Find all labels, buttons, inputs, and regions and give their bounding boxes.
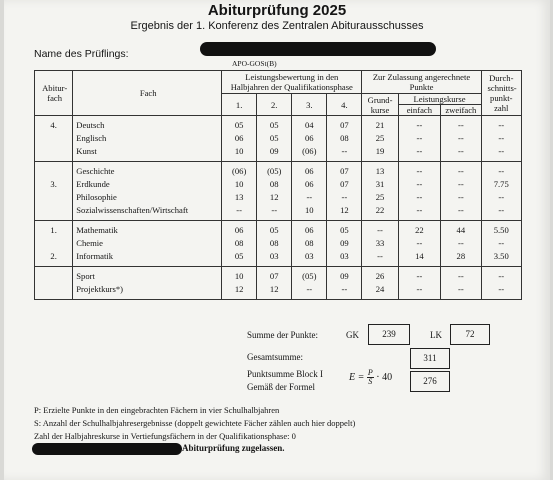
cell-grundkurs-text: 22 [375,205,385,215]
cell-halbjahr-4 [327,237,362,250]
cell-halbjahr-4-text: 07 [340,179,349,189]
cell-halbjahr-1 [222,178,257,191]
cell-halbjahr-3-text: 06 [305,225,314,235]
cell-lk-zweifach-text: -- [457,166,464,176]
cell-halbjahr-2 [257,221,292,238]
cell-halbjahr-4-text: 05 [340,225,349,235]
formula-numerator: P [367,368,373,377]
header-abiturfach: Abitur-fach [35,71,73,116]
cell-durchschnitt [481,191,521,204]
cell-lk-einfach [398,116,441,133]
cell-fach [73,204,222,221]
cell-fach-text: Informatik [76,251,114,261]
cell-fach [73,132,222,145]
block-label-2: Gemäß der Formel [247,382,315,392]
cell-lk-einfach-text: -- [416,120,423,130]
cell-fach [73,178,222,191]
cell-lk-einfach-text: -- [416,284,423,294]
cell-abiturfach [35,237,73,250]
block-label-1: Punktsumme Block I [247,369,323,379]
cell-abiturfach [35,191,73,204]
block-formula [349,369,392,386]
cell-fach-text: Erdkunde [76,179,110,189]
legend-p: P: Erzielte Punkte in den eingebrachten Fächern in vier Schulhalbjahren [34,405,280,415]
cell-durchschnitt [481,267,521,284]
cell-fach-text: Englisch [76,133,107,143]
cell-grundkurs [362,162,398,179]
header-zulassung: Zur Zulassung angerechnete Punkte [362,71,481,94]
cell-halbjahr-3 [292,221,327,238]
cell-halbjahr-3-text: (05) [302,271,317,281]
cell-abiturfach-text: 4. [50,120,57,130]
header-fach: Fach [73,71,222,116]
cell-halbjahr-4 [327,221,362,238]
gk-label: GK [346,330,359,340]
table-row [35,221,522,238]
cell-halbjahr-3-text: 06 [305,179,314,189]
cell-halbjahr-1 [222,237,257,250]
cell-lk-einfach-text: -- [416,166,423,176]
cell-halbjahr-3 [292,116,327,133]
cell-halbjahr-1 [222,132,257,145]
cell-abiturfach-text: 2. [50,251,57,261]
cell-lk-zweifach [441,178,481,191]
cell-grundkurs [362,204,398,221]
cell-lk-einfach [398,145,441,162]
cell-grundkurs-text: 25 [375,133,385,143]
cell-lk-einfach-text: 22 [415,225,424,235]
cell-lk-zweifach [441,204,481,221]
cell-halbjahr-2 [257,162,292,179]
cell-halbjahr-1-text: 06 [234,225,244,235]
cell-lk-zweifach-text: -- [457,120,464,130]
cell-halbjahr-2 [257,191,292,204]
table-row [35,132,522,145]
cell-grundkurs-text: 24 [375,284,385,294]
cell-durchschnitt-text: 3.50 [493,251,509,261]
cell-halbjahr-1-text: (06) [231,166,247,176]
lk-sum-value: 72 [450,324,490,345]
cell-lk-einfach [398,132,441,145]
cell-halbjahr-1-text: 12 [234,284,244,294]
cell-halbjahr-2-text: 12 [269,192,279,202]
cell-lk-einfach-text: -- [416,179,423,189]
cell-halbjahr-2 [257,237,292,250]
cell-halbjahr-4-text: 12 [340,205,349,215]
cell-lk-einfach [398,204,441,221]
cell-halbjahr-1-text: 05 [234,120,244,130]
cell-halbjahr-3-text: -- [306,284,313,294]
cell-halbjahr-1 [222,191,257,204]
cell-durchschnitt [481,221,521,238]
cell-lk-einfach [398,191,441,204]
cell-halbjahr-1 [222,221,257,238]
cell-halbjahr-4 [327,116,362,133]
cell-abiturfach [35,178,73,191]
summe-label: Summe der Punkte: [247,330,318,340]
cell-lk-zweifach-text: -- [457,179,464,189]
cell-halbjahr-2-text: -- [271,205,278,215]
cell-durchschnitt-text: -- [498,238,505,248]
cell-halbjahr-4-text: 03 [340,251,349,261]
cell-halbjahr-1-text: 05 [234,251,244,261]
cell-halbjahr-3 [292,162,327,179]
legend-z: Zahl der Halbjahreskurse in Vertiefungsfächern in der Qualifikationsphase: 0 [34,431,296,441]
cell-grundkurs [362,283,398,300]
cell-lk-zweifach-text: -- [457,133,464,143]
cell-fach [73,145,222,162]
table-row [35,204,522,221]
cell-fach [73,116,222,133]
table-row [35,145,522,162]
cell-durchschnitt-text: -- [498,120,505,130]
cell-halbjahr-3 [292,145,327,162]
cell-halbjahr-2-text: (05) [267,166,282,176]
cell-halbjahr-4-text: -- [341,192,348,202]
cell-halbjahr-4-text: -- [341,146,348,156]
cell-halbjahr-3 [292,267,327,284]
cell-fach-text: Sozialwissenschaften/Wirtschaft [76,205,189,215]
table-row [35,178,522,191]
cell-halbjahr-3 [292,237,327,250]
cell-lk-einfach [398,283,441,300]
cell-halbjahr-4-text: 07 [340,120,349,130]
cell-abiturfach [35,162,73,179]
cell-halbjahr-1 [222,204,257,221]
cell-fach [73,191,222,204]
cell-lk-einfach [398,221,441,238]
cell-grundkurs [362,132,398,145]
header-halbjahr-3: 3. [292,94,327,116]
cell-lk-zweifach-text: -- [457,238,464,248]
cell-halbjahr-2 [257,132,292,145]
cell-halbjahr-2-text: 09 [269,146,279,156]
cell-durchschnitt [481,145,521,162]
cell-lk-zweifach [441,267,481,284]
cell-halbjahr-4-text: 09 [340,271,349,281]
cell-fach-text: Deutsch [76,120,105,130]
cell-halbjahr-4 [327,283,362,300]
cell-abiturfach-text: 3. [50,179,57,189]
cell-halbjahr-1-text: -- [236,205,243,215]
cell-halbjahr-3-text: 06 [305,166,314,176]
cell-abiturfach [35,204,73,221]
cell-abiturfach-text: 1. [50,225,57,235]
cell-halbjahr-3-text: (06) [302,146,317,156]
table-row [35,283,522,300]
cell-halbjahr-4 [327,204,362,221]
gesamtsumme-label: Gesamtsumme: [247,352,303,362]
cell-durchschnitt [481,116,521,133]
cell-halbjahr-3-text: 04 [305,120,314,130]
cell-halbjahr-3 [292,132,327,145]
cell-halbjahr-1 [222,250,257,267]
cell-lk-einfach-text: -- [416,146,423,156]
cell-grundkurs-text: 25 [375,192,385,202]
cell-grundkurs [362,221,398,238]
cell-abiturfach [35,221,73,238]
cell-halbjahr-2 [257,178,292,191]
final-statement: Abiturprüfung zugelassen. [182,443,285,453]
cell-durchschnitt [481,283,521,300]
cell-fach-text: Kunst [76,146,97,156]
table-row [35,250,522,267]
cell-durchschnitt [481,162,521,179]
cell-halbjahr-2 [257,116,292,133]
cell-lk-einfach-text: -- [416,133,423,143]
cell-halbjahr-4-text: 08 [340,133,349,143]
cell-halbjahr-1 [222,283,257,300]
document-page [4,0,550,480]
cell-grundkurs [362,145,398,162]
cell-lk-einfach-text: -- [416,205,423,215]
cell-lk-einfach [398,162,441,179]
cell-halbjahr-1-text: 10 [234,179,244,189]
cell-halbjahr-4-text: 09 [340,238,349,248]
gk-sum-value: 239 [368,324,410,345]
header-halbjahr-2: 2. [257,94,292,116]
cell-fach [73,162,222,179]
formula-fraction [367,369,374,386]
table-row [35,116,522,133]
header-durchschnitt: Durch-schnitts-punkt-zahl [481,71,521,116]
legend-s: S: Anzahl der Schulhalbjahresergebnisse (doppelt gewichtete Fächer zählen auch hier doppelt) [34,418,356,428]
cell-halbjahr-2-text: 05 [269,120,279,130]
header-leistungsbewertung: Leistungsbewertung in den Halbjahren der Qualifikationsphase [222,71,362,94]
cell-halbjahr-3 [292,191,327,204]
cell-grundkurs-text: 26 [375,271,385,281]
header-lk-zweifach: zweifach [441,105,481,116]
cell-halbjahr-3 [292,204,327,221]
cell-halbjahr-4 [327,178,362,191]
cell-halbjahr-2 [257,204,292,221]
cell-fach [73,221,222,238]
cell-lk-zweifach-text: -- [457,205,464,215]
cell-lk-zweifach [441,283,481,300]
formula-factor: · 40 [376,371,393,383]
lk-label: LK [430,330,442,340]
table-row [35,267,522,284]
cell-durchschnitt-text: -- [498,146,505,156]
cell-halbjahr-2-text: 08 [269,238,279,248]
cell-abiturfach [35,267,73,284]
cell-halbjahr-2 [257,283,292,300]
cell-halbjahr-3-text: 10 [305,205,314,215]
cell-lk-einfach-text: -- [416,192,423,202]
cell-lk-zweifach-text: -- [457,271,464,281]
cell-grundkurs [362,191,398,204]
gesamtsumme-value: 311 [410,348,450,369]
header-lk-einfach: einfach [398,105,441,116]
cell-lk-zweifach-text: -- [457,192,464,202]
cell-fach-text: Sport [76,271,95,281]
cell-durchschnitt [481,237,521,250]
cell-grundkurs [362,250,398,267]
cell-durchschnitt-text: -- [498,284,505,294]
cell-halbjahr-4 [327,191,362,204]
header-halbjahr-1: 1. [222,94,257,116]
cell-grundkurs [362,267,398,284]
cell-durchschnitt [481,250,521,267]
cell-halbjahr-1-text: 10 [234,271,244,281]
cell-lk-zweifach [441,116,481,133]
cell-halbjahr-3 [292,283,327,300]
cell-abiturfach [35,250,73,267]
cell-halbjahr-1 [222,267,257,284]
header-leistungskurse: Leistungskurse [398,94,481,105]
cell-halbjahr-1 [222,162,257,179]
cell-fach-text: Projektkurs*) [76,284,124,294]
page-title: Abiturprüfung 2025 [207,2,347,19]
cell-grundkurs-text: 21 [375,120,385,130]
cell-abiturfach [35,116,73,133]
cell-lk-zweifach [441,191,481,204]
cell-lk-einfach [398,237,441,250]
cell-halbjahr-1-text: 10 [234,146,244,156]
cell-lk-einfach-text: -- [416,238,423,248]
cell-durchschnitt-text: 7.75 [493,179,509,189]
cell-halbjahr-4 [327,267,362,284]
cell-fach-text: Geschichte [76,166,115,176]
cell-halbjahr-3 [292,250,327,267]
cell-halbjahr-4-text: 07 [340,166,349,176]
cell-halbjahr-2-text: 08 [269,179,279,189]
table-row [35,191,522,204]
cell-grundkurs-text: 33 [375,238,385,248]
cell-halbjahr-2-text: 03 [269,251,279,261]
cell-lk-zweifach [441,237,481,250]
cell-grundkurs-text: -- [377,225,383,235]
cell-halbjahr-1-text: 08 [234,238,244,248]
cell-durchschnitt [481,178,521,191]
cell-halbjahr-1 [222,116,257,133]
cell-fach [73,250,222,267]
cell-grundkurs-text: 19 [375,146,385,156]
cell-halbjahr-2 [257,267,292,284]
cell-durchschnitt-text: 5.50 [493,225,509,235]
cell-halbjahr-2 [257,250,292,267]
cell-halbjahr-3-text: -- [306,192,313,202]
cell-halbjahr-4 [327,162,362,179]
cell-lk-zweifach-text: -- [457,284,464,294]
cell-abiturfach [35,283,73,300]
cell-halbjahr-2-text: 12 [269,284,279,294]
cell-fach-text: Philosophie [76,192,117,202]
regulation-label: APO-GOSt(B) [232,59,277,68]
cell-fach [73,237,222,250]
cell-durchschnitt-text: -- [498,133,505,143]
cell-halbjahr-1 [222,145,257,162]
cell-halbjahr-2-text: 05 [269,133,279,143]
cell-halbjahr-4 [327,250,362,267]
header-grundkurse: Grund-kurse [362,94,398,116]
cell-lk-zweifach [441,221,481,238]
name-redaction [200,42,436,56]
formula-e: E = [349,371,365,383]
cell-halbjahr-4 [327,132,362,145]
cell-abiturfach [35,145,73,162]
cell-lk-zweifach [441,162,481,179]
cell-halbjahr-3-text: 08 [305,238,314,248]
cell-grundkurs-text: 31 [375,179,385,189]
cell-grundkurs-text: -- [377,251,383,261]
cell-halbjahr-1-text: 06 [234,133,244,143]
cell-fach [73,267,222,284]
cell-grundkurs [362,116,398,133]
cell-lk-einfach-text: -- [416,271,423,281]
cell-durchschnitt [481,204,521,221]
formula-denominator: S [368,377,373,386]
cell-halbjahr-1-text: 13 [234,192,244,202]
cell-lk-zweifach [441,145,481,162]
cell-durchschnitt [481,132,521,145]
cell-halbjahr-2-text: 05 [269,225,279,235]
cell-grundkurs-text: 13 [375,166,385,176]
cell-halbjahr-2-text: 07 [269,271,279,281]
cell-lk-zweifach-text: 28 [456,251,466,261]
candidate-name-label: Name des Prüflings: [34,48,129,60]
cell-durchschnitt-text: -- [498,192,505,202]
cell-lk-einfach [398,178,441,191]
cell-halbjahr-2 [257,145,292,162]
cell-grundkurs [362,178,398,191]
table-row [35,237,522,250]
cell-lk-zweifach [441,250,481,267]
cell-halbjahr-3 [292,178,327,191]
cell-fach-text: Mathematik [76,225,118,235]
grades-table [34,70,522,300]
cell-halbjahr-4 [327,145,362,162]
cell-halbjahr-3-text: 06 [305,133,314,143]
cell-halbjahr-4-text: -- [341,284,348,294]
cell-halbjahr-3-text: 03 [305,251,314,261]
final-redaction [32,443,182,455]
cell-lk-einfach [398,250,441,267]
cell-lk-einfach [398,267,441,284]
cell-durchschnitt-text: -- [498,166,505,176]
page-subtitle: Ergebnis der 1. Konferenz des Zentralen Abiturausschusses [130,20,424,32]
cell-lk-zweifach-text: -- [457,146,464,156]
cell-fach-text: Chemie [76,238,103,248]
cell-lk-zweifach-text: 44 [456,225,466,235]
cell-lk-zweifach [441,132,481,145]
cell-lk-einfach-text: 14 [415,251,424,261]
cell-abiturfach [35,132,73,145]
cell-durchschnitt-text: -- [498,205,505,215]
cell-grundkurs [362,237,398,250]
table-row [35,162,522,179]
cell-fach [73,283,222,300]
block-value: 276 [410,371,450,392]
cell-durchschnitt-text: -- [498,271,505,281]
header-halbjahr-4: 4. [327,94,362,116]
